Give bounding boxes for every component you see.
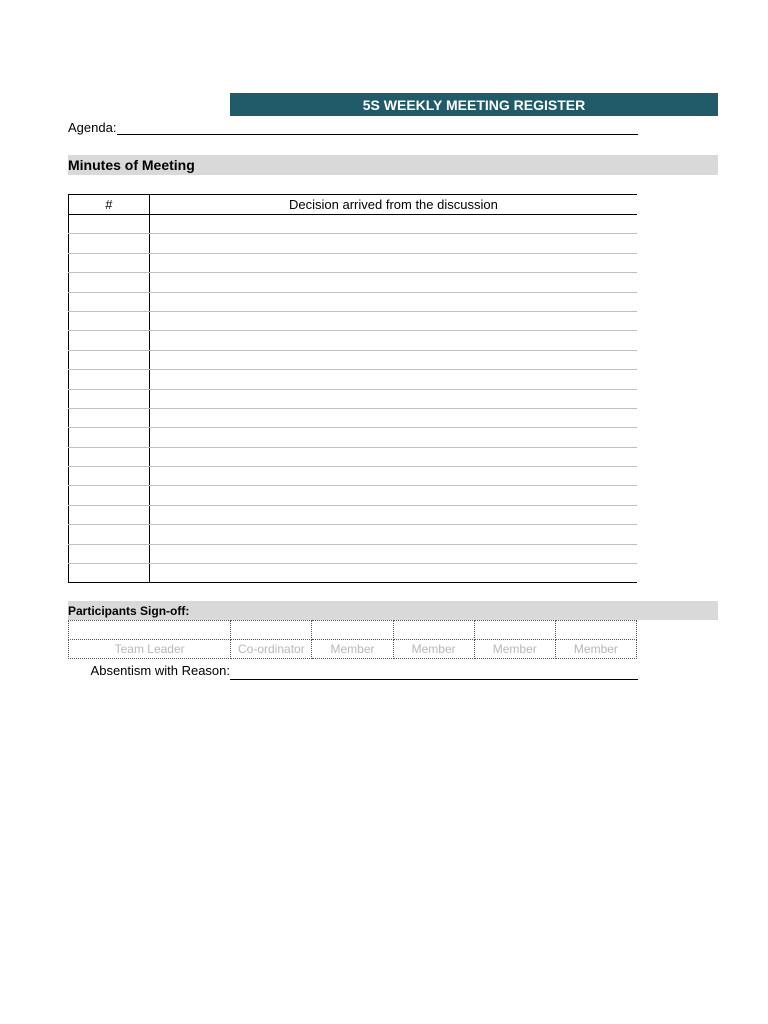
row-number-cell[interactable] [69, 215, 150, 234]
row-number-cell[interactable] [69, 544, 150, 563]
decision-cell[interactable] [149, 311, 637, 330]
table-row [69, 350, 638, 369]
decision-cell[interactable] [149, 370, 637, 389]
row-number-cell[interactable] [69, 370, 150, 389]
signature-cell[interactable] [312, 621, 393, 640]
table-row [69, 544, 638, 563]
table-row [69, 292, 638, 311]
row-number-cell[interactable] [69, 486, 150, 505]
role-label: Member [312, 640, 393, 659]
row-number-cell[interactable] [69, 505, 150, 524]
row-number-cell[interactable] [69, 331, 150, 350]
row-number-cell[interactable] [69, 408, 150, 427]
row-number-cell[interactable] [69, 525, 150, 544]
register-title: 5S WEEKLY MEETING REGISTER [230, 93, 718, 116]
minutes-heading: Minutes of Meeting [68, 155, 718, 175]
column-header-decision: Decision arrived from the discussion [149, 195, 637, 215]
row-number-cell[interactable] [69, 253, 150, 272]
decision-cell[interactable] [149, 215, 637, 234]
row-number-cell[interactable] [69, 467, 150, 486]
agenda-fill-line[interactable] [117, 122, 638, 135]
agenda-label: Agenda: [68, 120, 117, 135]
signature-cell[interactable] [474, 621, 555, 640]
table-row [69, 234, 638, 253]
decision-cell[interactable] [149, 350, 637, 369]
signoff-table [68, 620, 637, 659]
role-label: Member [393, 640, 474, 659]
row-number-cell[interactable] [69, 273, 150, 292]
signoff-heading: Participants Sign-off: [68, 601, 718, 620]
absentism-label: Absentism with Reason: [90, 662, 230, 678]
column-header-number: # [69, 195, 150, 215]
decision-cell[interactable] [149, 331, 637, 350]
table-row [69, 408, 638, 427]
signature-cell[interactable] [393, 621, 474, 640]
role-row [69, 640, 637, 659]
absentism-row [68, 660, 638, 680]
role-label: Member [474, 640, 555, 659]
absentism-fill-line[interactable] [230, 660, 638, 680]
decision-cell[interactable] [149, 447, 637, 466]
table-row [69, 486, 638, 505]
table-row [69, 525, 638, 544]
row-number-cell[interactable] [69, 389, 150, 408]
role-label: Member [555, 640, 636, 659]
table-row [69, 331, 638, 350]
row-number-cell[interactable] [69, 564, 150, 583]
decision-cell[interactable] [149, 389, 637, 408]
decision-cell[interactable] [149, 544, 637, 563]
table-row [69, 273, 638, 292]
minutes-table [68, 194, 637, 583]
table-row [69, 215, 638, 234]
table-row [69, 447, 638, 466]
decision-cell[interactable] [149, 486, 637, 505]
table-row [69, 505, 638, 524]
decision-cell[interactable] [149, 234, 637, 253]
decision-cell[interactable] [149, 253, 637, 272]
decision-cell[interactable] [149, 408, 637, 427]
row-number-cell[interactable] [69, 311, 150, 330]
agenda-row [68, 117, 638, 135]
table-row [69, 370, 638, 389]
table-row [69, 311, 638, 330]
row-number-cell[interactable] [69, 428, 150, 447]
role-label: Co-ordinator [231, 640, 312, 659]
table-row [69, 467, 638, 486]
table-row [69, 428, 638, 447]
decision-cell[interactable] [149, 292, 637, 311]
role-label: Team Leader [69, 640, 231, 659]
decision-cell[interactable] [149, 564, 637, 583]
row-number-cell[interactable] [69, 234, 150, 253]
signature-cell[interactable] [555, 621, 636, 640]
table-row [69, 564, 638, 583]
decision-cell[interactable] [149, 525, 637, 544]
decision-cell[interactable] [149, 273, 637, 292]
row-number-cell[interactable] [69, 350, 150, 369]
decision-cell[interactable] [149, 505, 637, 524]
row-number-cell[interactable] [69, 447, 150, 466]
signature-cell[interactable] [69, 621, 231, 640]
table-row [69, 389, 638, 408]
table-row [69, 253, 638, 272]
decision-cell[interactable] [149, 428, 637, 447]
row-number-cell[interactable] [69, 292, 150, 311]
signature-cell[interactable] [231, 621, 312, 640]
signature-row [69, 621, 637, 640]
decision-cell[interactable] [149, 467, 637, 486]
